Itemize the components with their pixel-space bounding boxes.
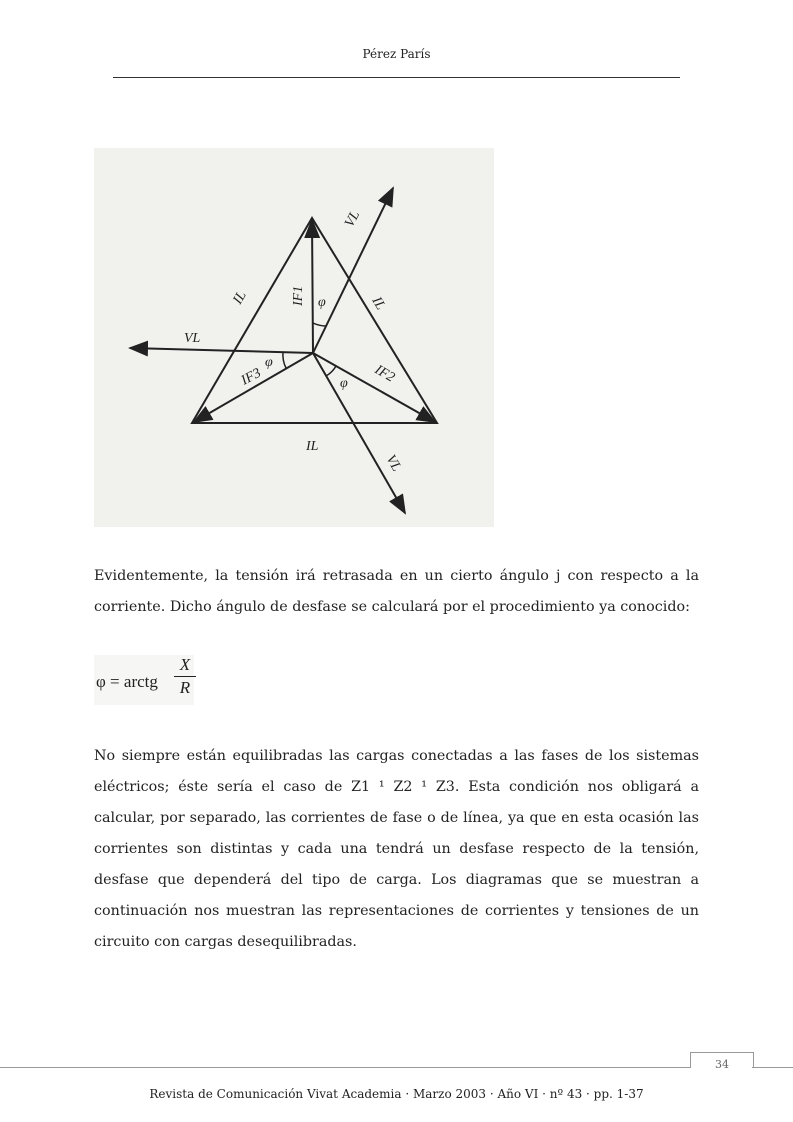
phasor-diagram	[94, 148, 494, 527]
label-phi-3: φ	[340, 376, 348, 391]
label-il-right: IL	[368, 294, 388, 313]
label-vl-3: VL	[382, 452, 404, 475]
formula-numerator: X	[179, 655, 191, 674]
label-phi-1: φ	[318, 295, 326, 310]
fraction-bar	[174, 676, 196, 677]
label-vl-2: VL	[184, 331, 201, 346]
formula-fraction	[174, 655, 196, 698]
label-if1: IF1	[291, 285, 306, 306]
label-il-left: IL	[230, 288, 250, 307]
footer-rule-right	[752, 1067, 793, 1068]
header-rule	[113, 77, 680, 78]
line-voltage-2	[130, 348, 313, 353]
footer-citation: Revista de Comunicación Vivat Academia · Marzo 2003 · Año VI · nº 43 · pp. 1-37	[149, 1087, 644, 1101]
formula-lhs: φ = arctg	[96, 672, 158, 691]
phase-current-2	[313, 353, 435, 422]
page-number: 34	[690, 1052, 754, 1068]
phase-current-1	[312, 220, 313, 353]
paragraph-2: No siempre están equilibradas las cargas conectadas a las fases de los sistemas eléctricos; éste sería el caso de Z1 ¹ Z2 ¹ Z3. Esta condición nos obligará a calcular, por separado, las corrientes de fase o de línea, ya que en esta ocasión las corrientes son distintas y cada una tendrá un desfase respecto de la tensión, desfase que dependerá del tipo de carga. Los diagramas que se muestran a continuación nos muestran las representaciones de corrientes y tensiones de un circuito con cargas desequilibradas.	[94, 748, 699, 950]
label-il-bottom: IL	[306, 439, 319, 454]
paragraph-1: Evidentemente, la tensión irá retrasada en un cierto ángulo j con respecto a la corriente. Dicho ángulo de desfase se calculará por el procedimiento ya conocido:	[94, 568, 699, 615]
line-current-triangle	[192, 218, 437, 423]
formula-denominator: R	[179, 678, 191, 697]
footer-rule	[0, 1067, 690, 1068]
label-vl-1: VL	[342, 208, 364, 230]
formula	[94, 655, 194, 705]
label-phi-2: φ	[265, 355, 273, 370]
label-if3: IF3	[238, 365, 264, 389]
label-if2: IF2	[372, 362, 398, 386]
running-header: Pérez París	[362, 47, 431, 61]
